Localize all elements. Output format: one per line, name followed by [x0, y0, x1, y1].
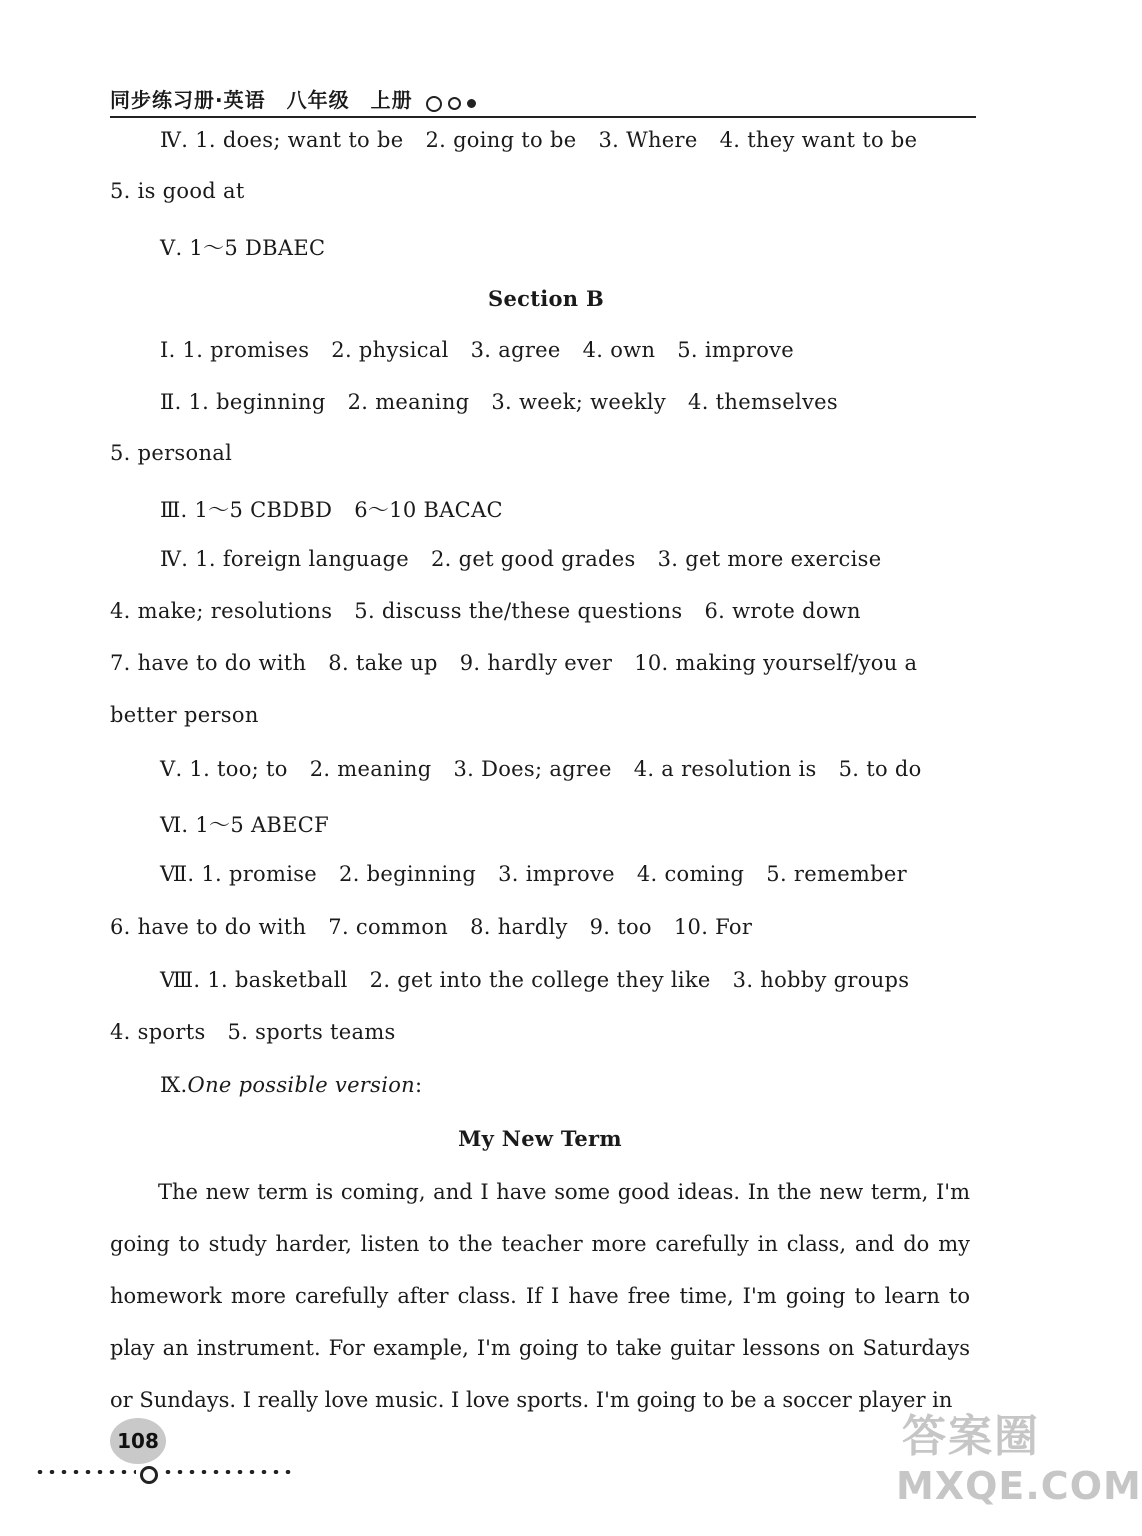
- essay-body: The new term is coming, and I have some good ideas. In the new term, I'm going to study harder, listen to the teacher more carefully in class, and do my homework more carefully after class. If I have free time, I'm going to learn to play an instrument. For example, I'm going to take guitar lessons on Saturdays or Sundays. I really love music. I love sports. I'm going to be a soccer player in: [110, 1180, 970, 1412]
- header-title: 同步练习册·英语 八年级 上册: [110, 88, 413, 112]
- answer-line: 6. have to do with 7. common 8. hardly 9. too 10. For: [110, 915, 753, 939]
- answer-line: 5. personal: [110, 441, 233, 465]
- essay-title: My New Term: [458, 1126, 622, 1151]
- watermark-logo: [896, 1410, 1142, 1528]
- answer-line: Ⅸ.One possible version:: [160, 1073, 423, 1097]
- answer-line: Ⅴ. 1. too; to 2. meaning 3. Does; agree 4. a resolution is 5. to do: [160, 757, 922, 781]
- answer-line: Ⅱ. 1. beginning 2. meaning 3. week; weekly 4. themselves: [160, 390, 838, 414]
- answer-line: Ⅲ. 1～5 CBDBD 6～10 BACAC: [160, 498, 503, 522]
- watermark-bottom: MXQE.COM: [896, 1464, 1142, 1508]
- answer-line: better person: [110, 703, 259, 727]
- answer-line: 4. sports 5. sports teams: [110, 1020, 396, 1044]
- answer-line: Ⅴ. 1～5 DBAEC: [160, 236, 326, 260]
- answer-line: Ⅳ. 1. foreign language 2. get good grades 3. get more exercise: [160, 547, 882, 571]
- answer-line: Ⅰ. 1. promises 2. physical 3. agree 4. own 5. improve: [160, 338, 795, 362]
- answer-line: 4. make; resolutions 5. discuss the/these questions 6. wrote down: [110, 599, 861, 623]
- answer-line: Ⅵ. 1～5 ABECF: [160, 813, 330, 837]
- answer-line: Ⅳ. 1. does; want to be 2. going to be 3. Where 4. they want to be: [160, 128, 918, 152]
- answer-line: Ⅷ. 1. basketball 2. get into the college they like 3. hobby groups: [160, 968, 910, 992]
- page-number: 108: [110, 1418, 166, 1464]
- answer-line: 5. is good at: [110, 179, 245, 203]
- footer-dots-left: [34, 1470, 136, 1474]
- watermark-top: 答案圈: [902, 1411, 1040, 1462]
- header-decoration: [426, 93, 482, 112]
- page-header: [110, 84, 976, 118]
- page-badge-ring: [140, 1466, 158, 1484]
- section-heading: Section B: [487, 286, 605, 311]
- answer-line: Ⅶ. 1. promise 2. beginning 3. improve 4. coming 5. remember: [160, 862, 907, 886]
- answer-line: 7. have to do with 8. take up 9. hardly ever 10. making yourself/you a: [110, 651, 918, 675]
- footer-dots-right: [162, 1470, 294, 1474]
